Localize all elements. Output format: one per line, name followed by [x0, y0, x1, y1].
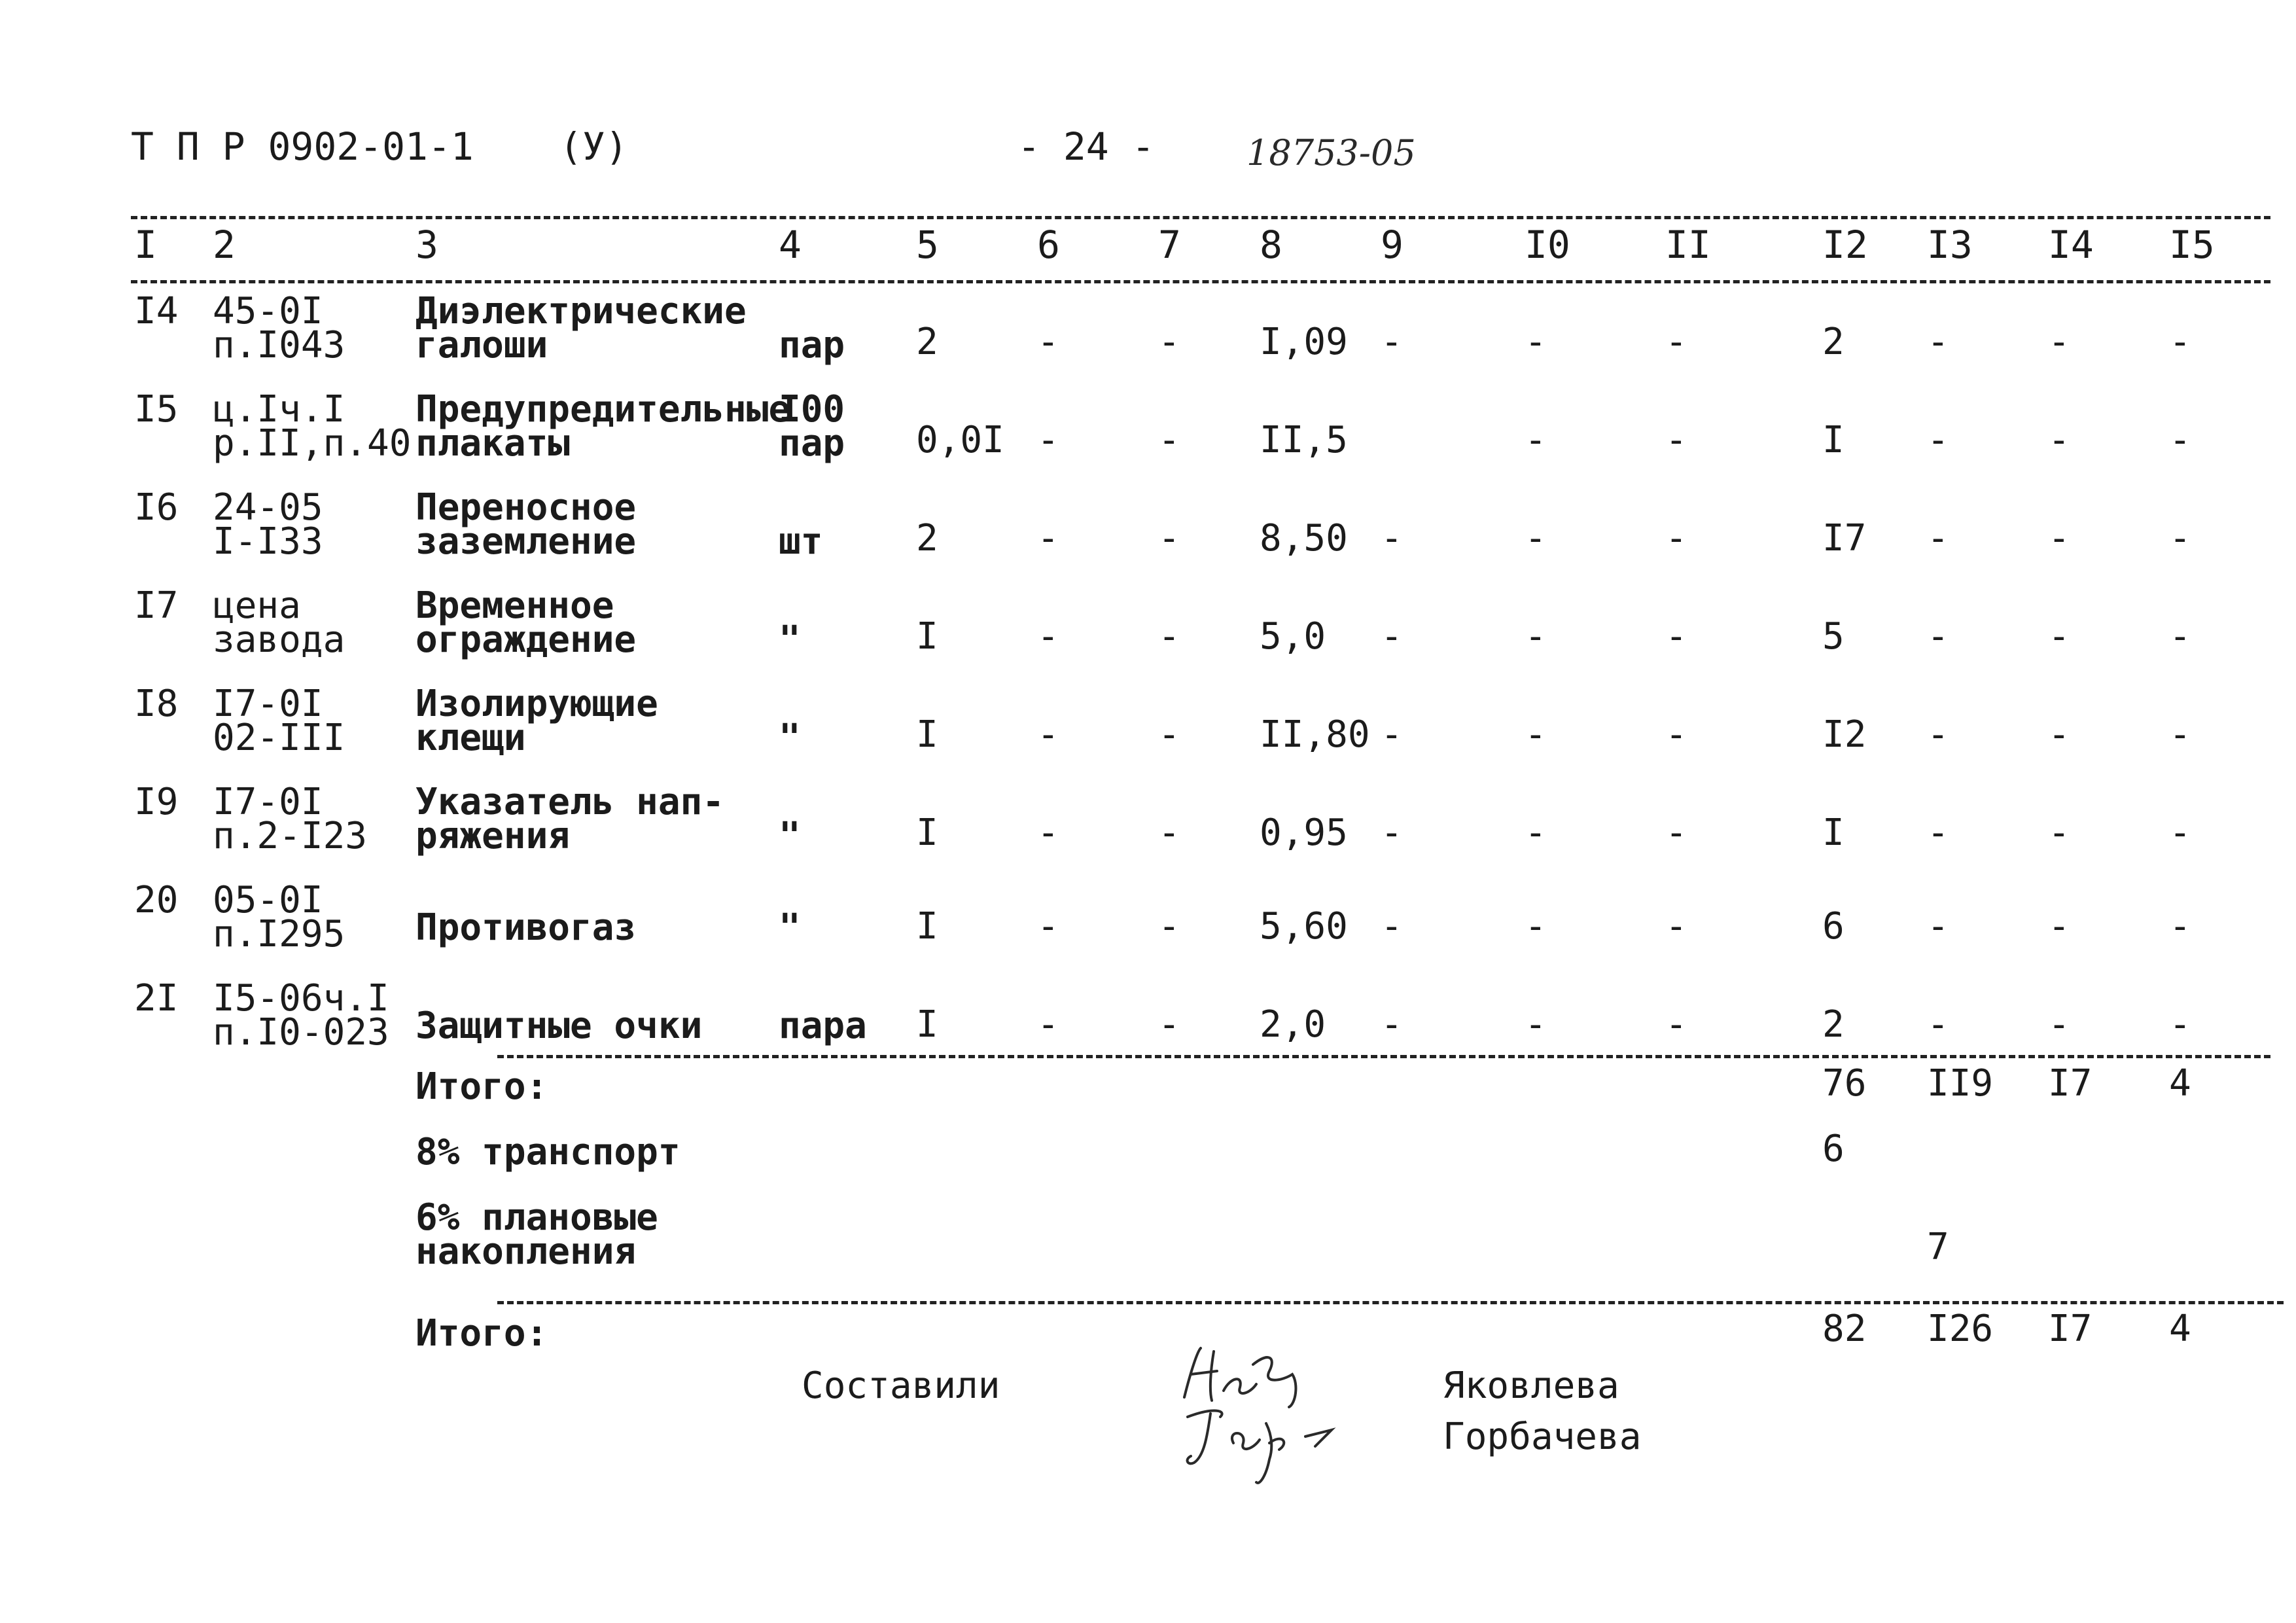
cell-c13: - [1927, 812, 1949, 854]
cell-c14: - [2048, 713, 2070, 756]
cell-c13: - [1927, 905, 1949, 948]
item-name-line1: Изолирующие [415, 683, 658, 725]
cell-c11: - [1665, 905, 1687, 948]
item-name-line1: Противогаз [415, 906, 637, 949]
item-name-line2: клещи [415, 717, 526, 759]
cell-c10: - [1525, 713, 1547, 756]
cell-c8: 0,95 [1260, 812, 1348, 854]
unit-line2: пар [779, 422, 845, 465]
row-number: I4 [134, 290, 179, 332]
col-num: I0 [1525, 223, 1570, 267]
rule-total [497, 1301, 2284, 1304]
cell-c6: - [1037, 419, 1059, 461]
cell-c12: I [1822, 419, 1845, 461]
cell-c7: - [1158, 419, 1180, 461]
cell-c8: I,09 [1260, 321, 1348, 363]
cell-c11: - [1665, 615, 1687, 658]
subtotal-col12: 76 [1822, 1062, 1867, 1105]
item-code-line1: I5-06ч.I [213, 977, 389, 1020]
cell-c15: - [2169, 615, 2191, 658]
cell-c9: - [1381, 615, 1403, 658]
cell-c12: 2 [1822, 321, 1845, 363]
cell-c12: 6 [1822, 905, 1845, 948]
cell-c13: - [1927, 419, 1949, 461]
cell-c15: - [2169, 419, 2191, 461]
cell-qty: I [916, 1003, 938, 1046]
cell-c12: 2 [1822, 1003, 1845, 1046]
item-name-line1: Указатель нап- [415, 781, 725, 823]
item-code-line1: I7-0I [213, 781, 323, 823]
rule-under-header [131, 280, 2270, 283]
col-num: 4 [779, 223, 802, 267]
cell-c10: - [1525, 1003, 1547, 1046]
rule-subtotal [497, 1055, 2270, 1058]
item-name-line2: ограждение [415, 618, 637, 661]
col-num: 8 [1260, 223, 1282, 267]
cell-c11: - [1665, 713, 1687, 756]
total-col12: 82 [1822, 1308, 1867, 1350]
cell-qty: I [916, 713, 938, 756]
item-code-line1: 05-0I [213, 879, 323, 921]
unit-line1: I00 [779, 388, 845, 431]
cell-c9: - [1381, 905, 1403, 948]
cell-c9: - [1381, 713, 1403, 756]
rule-top [131, 216, 2270, 219]
savings-label-line2: накопления [415, 1230, 637, 1273]
cell-c14: - [2048, 321, 2070, 363]
row-number: I7 [134, 584, 179, 627]
cell-qty: 2 [916, 321, 938, 363]
cell-c8: 8,50 [1260, 517, 1348, 560]
cell-c11: - [1665, 517, 1687, 560]
item-name-line2: ряжения [415, 815, 571, 857]
cell-c8: 5,0 [1260, 615, 1326, 658]
item-code-line2: р.II,п.40 [213, 422, 412, 465]
row-number: 20 [134, 879, 179, 921]
cell-c10: - [1525, 517, 1547, 560]
item-name-line2: галоши [415, 324, 548, 366]
cell-c10: - [1525, 905, 1547, 948]
unit-line2: " [779, 618, 801, 661]
cell-c10: - [1525, 321, 1547, 363]
row-number: I9 [134, 781, 179, 823]
cell-c15: - [2169, 1003, 2191, 1046]
item-code-line2: п.I295 [213, 913, 345, 955]
cell-qty: 0,0I [916, 419, 1004, 461]
cell-c6: - [1037, 321, 1059, 363]
cell-c15: - [2169, 517, 2191, 560]
cell-qty: 2 [916, 517, 938, 560]
signature-2 [1174, 1397, 1358, 1489]
total-label: Итого: [415, 1312, 548, 1355]
cell-c7: - [1158, 615, 1180, 658]
cell-c12: I2 [1822, 713, 1867, 756]
cell-c6: - [1037, 713, 1059, 756]
item-code-line2: п.2-I23 [213, 815, 368, 857]
item-name-line1: Предупредительные [415, 388, 791, 431]
cell-c9: - [1381, 812, 1403, 854]
cell-c8: II,80 [1260, 713, 1370, 756]
row-number: I6 [134, 486, 179, 529]
subtotal-col13: II9 [1927, 1062, 1994, 1105]
cell-qty: I [916, 812, 938, 854]
page-number: - 24 - [1017, 124, 1155, 169]
handwritten-registration-number: 18753-05 [1246, 132, 1416, 173]
cell-c10: - [1525, 615, 1547, 658]
cell-c7: - [1158, 1003, 1180, 1046]
item-name-line2: плакаты [415, 422, 571, 465]
cell-c14: - [2048, 812, 2070, 854]
cell-c14: - [2048, 419, 2070, 461]
cell-c12: I7 [1822, 517, 1867, 560]
col-num: 6 [1037, 223, 1060, 267]
col-num: 3 [415, 223, 438, 267]
cell-c7: - [1158, 517, 1180, 560]
item-name-line1: Переносное [415, 486, 637, 529]
subtotal-col14: I7 [2048, 1062, 2093, 1105]
row-number: I8 [134, 683, 179, 725]
col-num: 9 [1381, 223, 1404, 267]
cell-c6: - [1037, 517, 1059, 560]
cell-c13: - [1927, 1003, 1949, 1046]
item-code-line2: п.I043 [213, 324, 345, 366]
cell-c15: - [2169, 812, 2191, 854]
cell-c7: - [1158, 713, 1180, 756]
unit-line2: шт [779, 520, 823, 563]
cell-c8: II,5 [1260, 419, 1348, 461]
variant: (У) [559, 124, 628, 169]
cell-c6: - [1037, 1003, 1059, 1046]
cell-c14: - [2048, 905, 2070, 948]
cell-c7: - [1158, 812, 1180, 854]
unit-line2: " [779, 815, 801, 857]
cell-c10: - [1525, 419, 1547, 461]
cell-c10: - [1525, 812, 1547, 854]
total-col15: 4 [2169, 1308, 2191, 1350]
cell-c13: - [1927, 713, 1949, 756]
item-code-line2: завода [213, 618, 345, 661]
signer-name-2: Горбачева [1443, 1416, 1642, 1458]
unit-line2: " [779, 717, 801, 759]
item-name-line2: заземление [415, 520, 637, 563]
item-code-line1: I7-0I [213, 683, 323, 725]
total-col14: I7 [2048, 1308, 2093, 1350]
col-num: I [134, 223, 157, 267]
item-name-line1: Диэлектрические [415, 290, 747, 332]
transport-col12: 6 [1822, 1128, 1845, 1170]
cell-c8: 2,0 [1260, 1003, 1326, 1046]
col-num: I2 [1822, 223, 1868, 267]
cell-c6: - [1037, 905, 1059, 948]
signer-name-1: Яковлева [1443, 1364, 1619, 1407]
cell-c14: - [2048, 615, 2070, 658]
cell-c9: - [1381, 321, 1403, 363]
cell-c6: - [1037, 615, 1059, 658]
col-num: I3 [1927, 223, 1973, 267]
cell-c13: - [1927, 517, 1949, 560]
item-code-line1: 24-05 [213, 486, 323, 529]
cell-c7: - [1158, 321, 1180, 363]
cell-c9: - [1381, 517, 1403, 560]
item-code-line2: п.I0-023 [213, 1011, 389, 1054]
savings-col13: 7 [1927, 1226, 1949, 1268]
item-code-line1: 45-0I [213, 290, 323, 332]
cell-c6: - [1037, 812, 1059, 854]
cell-c14: - [2048, 517, 2070, 560]
item-code-line2: 02-III [213, 717, 345, 759]
cell-c14: - [2048, 1003, 2070, 1046]
col-num: I4 [2048, 223, 2094, 267]
cell-c7: - [1158, 905, 1180, 948]
cell-c11: - [1665, 321, 1687, 363]
unit-line2: пар [779, 324, 845, 366]
cell-c13: - [1927, 615, 1949, 658]
col-num: 5 [916, 223, 939, 267]
total-col13: I26 [1927, 1308, 1994, 1350]
row-number: 2I [134, 977, 179, 1020]
savings-label-line1: 6% плановые [415, 1196, 658, 1239]
unit-line1: " [779, 906, 801, 949]
cell-qty: I [916, 905, 938, 948]
cell-c12: 5 [1822, 615, 1845, 658]
cell-c15: - [2169, 321, 2191, 363]
cell-c12: I [1822, 812, 1845, 854]
col-num: 7 [1158, 223, 1181, 267]
cell-c15: - [2169, 905, 2191, 948]
item-name-line1: Защитные очки [415, 1005, 703, 1047]
unit-line1: пара [779, 1005, 867, 1047]
cell-c13: - [1927, 321, 1949, 363]
item-code-line1: цена [213, 584, 301, 627]
col-num: II [1665, 223, 1711, 267]
cell-c11: - [1665, 812, 1687, 854]
subtotal-col15: 4 [2169, 1062, 2191, 1105]
transport-label: 8% транспорт [415, 1131, 680, 1173]
cell-c8: 5,60 [1260, 905, 1348, 948]
col-num: 2 [213, 223, 236, 267]
cell-c11: - [1665, 1003, 1687, 1046]
item-name-line1: Временное [415, 584, 614, 627]
item-code-line1: ц.Iч.I [213, 388, 345, 431]
item-code-line2: I-I33 [213, 520, 323, 563]
cell-c9: - [1381, 1003, 1403, 1046]
cell-qty: I [916, 615, 938, 658]
subtotal-label: Итого: [415, 1065, 548, 1108]
cell-c15: - [2169, 713, 2191, 756]
row-number: I5 [134, 388, 179, 431]
compiled-by-label: Составили [802, 1364, 1000, 1407]
col-num: I5 [2169, 223, 2215, 267]
doc-code: Т П Р 0902-01-1 [131, 124, 474, 169]
cell-c11: - [1665, 419, 1687, 461]
